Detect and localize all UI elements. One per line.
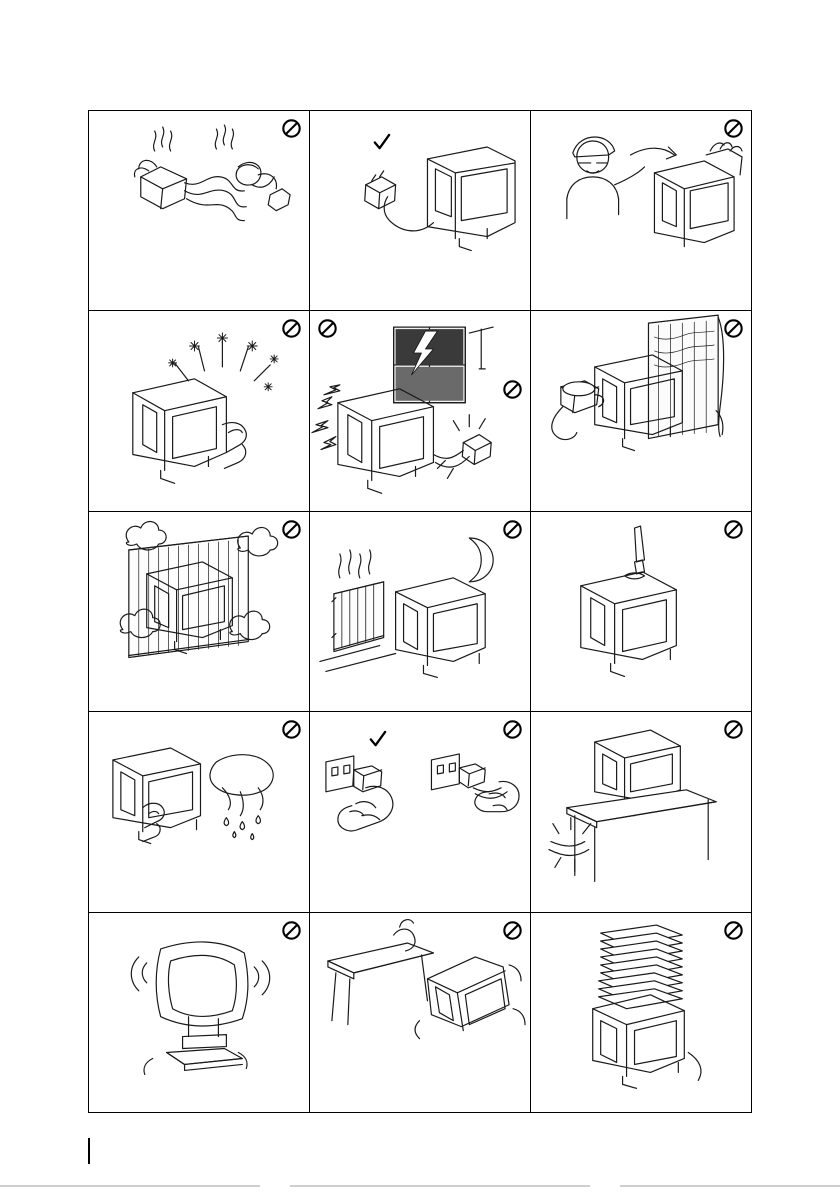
safety-cell-unplug-during-lightning xyxy=(310,311,531,511)
illustration-correct-plug-connection xyxy=(310,111,530,310)
illustration-no-stacked-items-on-set xyxy=(531,913,751,1112)
illustration-no-sparks-from-set xyxy=(89,311,309,510)
illustration-no-liquids-near-set xyxy=(531,311,751,510)
prohibition-icon xyxy=(318,319,337,338)
check-icon xyxy=(368,730,387,749)
check-icon xyxy=(372,133,391,152)
safety-cell-correct-plug-connection xyxy=(310,111,531,311)
prohibition-icon xyxy=(724,520,743,539)
footer-band-right xyxy=(620,1185,840,1187)
safety-cell-grip-plug-not-cord xyxy=(310,712,531,912)
illustration-do-not-place-on-unsteady-surface xyxy=(310,913,530,1112)
illustration-do-not-block-ventilation xyxy=(89,512,309,711)
page-number-rule xyxy=(88,1138,90,1164)
illustration-no-damaged-cord-under-set xyxy=(531,712,751,911)
safety-cell-no-user-disassembly xyxy=(531,111,752,311)
illustration-no-objects-inserted xyxy=(531,512,751,711)
illustration-no-wet-cloth-or-water xyxy=(89,712,309,911)
prohibition-icon xyxy=(282,119,301,138)
safety-cell-no-sparks-from-set xyxy=(89,311,310,511)
prohibition-icon xyxy=(503,921,522,940)
safety-cell-no-wet-cloth-or-water xyxy=(89,712,310,912)
prohibition-icon xyxy=(282,921,301,940)
prohibition-icon xyxy=(724,119,743,138)
illustration-overloaded-outlet-heat xyxy=(89,111,309,310)
safety-cell-do-not-place-on-unsteady-surface xyxy=(310,913,531,1113)
prohibition-icon xyxy=(503,720,522,739)
safety-cell-no-objects-inserted xyxy=(531,512,752,712)
safety-cell-no-liquids-near-set xyxy=(531,311,752,511)
safety-cell-overloaded-outlet-heat xyxy=(89,111,310,311)
prohibition-icon xyxy=(282,319,301,338)
prohibition-icon xyxy=(503,520,522,539)
prohibition-icon xyxy=(282,720,301,739)
prohibition-icon xyxy=(503,380,522,399)
footer-band-left xyxy=(0,1185,260,1187)
safety-cell-no-stacked-items-on-set xyxy=(531,913,752,1113)
safety-cell-keep-away-from-heat-and-sun xyxy=(310,512,531,712)
safety-illustration-grid xyxy=(88,110,752,1113)
illustration-grip-plug-not-cord xyxy=(310,712,530,911)
illustration-keep-away-from-heat-and-sun xyxy=(310,512,530,711)
illustration-unstable-stand-warning xyxy=(89,913,309,1112)
prohibition-icon xyxy=(282,520,301,539)
illustration-unplug-during-lightning xyxy=(310,311,530,510)
prohibition-icon xyxy=(724,720,743,739)
prohibition-icon xyxy=(724,921,743,940)
illustration-no-user-disassembly xyxy=(531,111,751,310)
prohibition-icon xyxy=(724,319,743,338)
safety-cell-do-not-block-ventilation xyxy=(89,512,310,712)
safety-cell-no-damaged-cord-under-set xyxy=(531,712,752,912)
footer-band-mid xyxy=(290,1185,590,1187)
safety-cell-unstable-stand-warning xyxy=(89,913,310,1113)
